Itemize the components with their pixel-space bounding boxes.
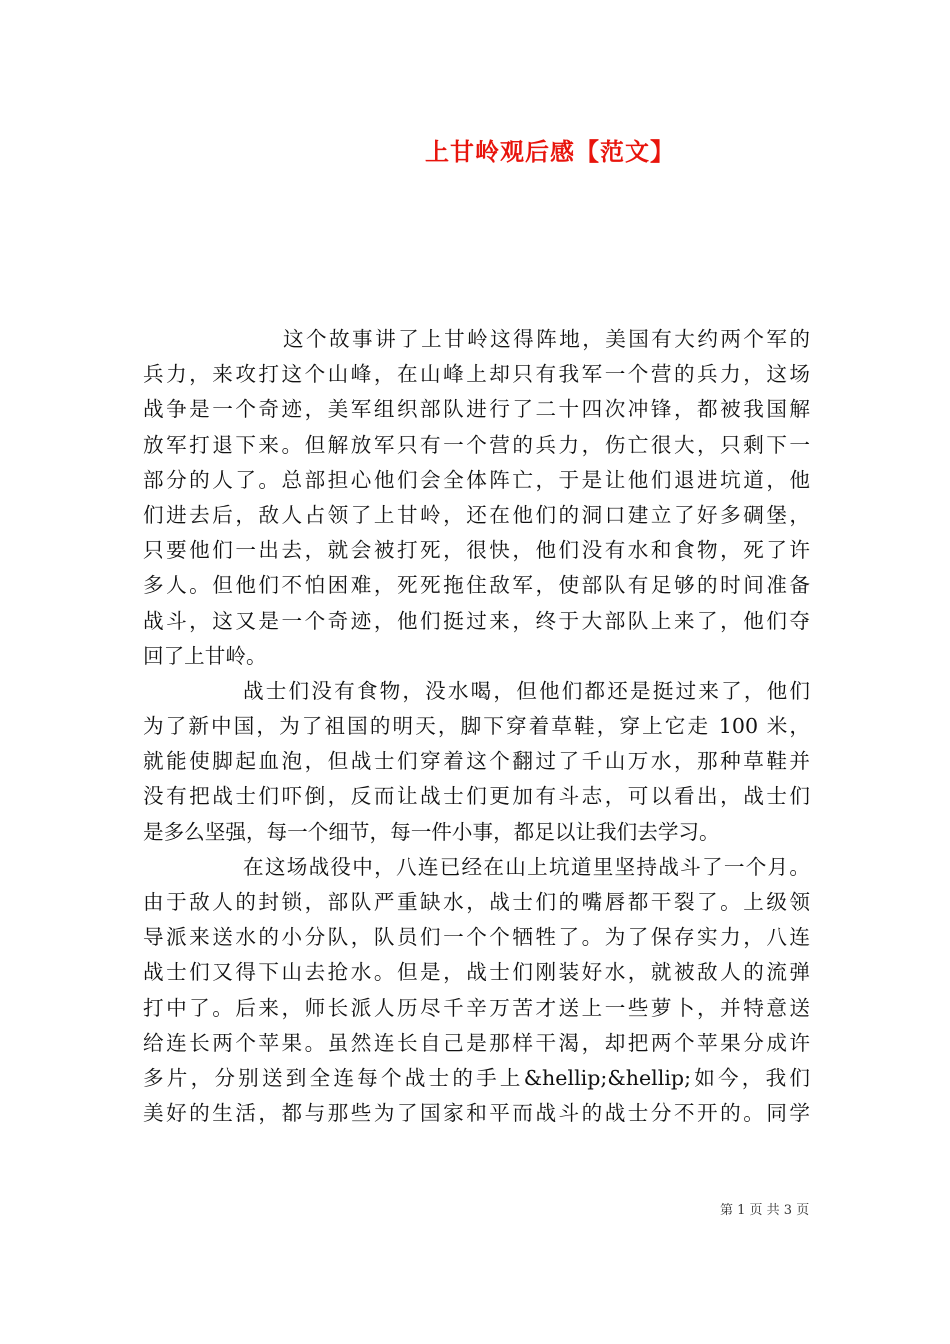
paragraph-1-line-5: 部分的人了。总部担心他们会全体阵亡，于是让他们退进坑道，他 [143, 467, 810, 492]
paragraph-2-line-3: 就能使脚起血泡，但战士们穿着这个翻过了千山万水，那种草鞋并 [143, 749, 810, 774]
paragraph-1-line-3: 战争是一个奇迹，美军组织部队进行了二十四次冲锋，都被我国解 [143, 397, 810, 422]
paragraph-2-line-4: 没有把战士们吓倒，反而让战士们更加有斗志，可以看出，战士们 [143, 784, 810, 809]
paragraph-3-line-6: 给连长两个苹果。虽然连长自己是那样干渴，却把两个苹果分成许 [143, 1030, 810, 1055]
paragraph-2-line-2: 为了新中国，为了祖国的明天，脚下穿着草鞋，穿上它走 100 米， [143, 714, 810, 739]
paragraph-3-line-4: 战士们又得下山去抢水。但是，战士们刚装好水，就被敌人的流弹 [143, 960, 810, 985]
paragraph-1-line-9: 战斗，这又是一个奇迹，他们挺过来，终于大部队上来了，他们夺 [143, 608, 810, 633]
paragraph-1-line-6: 们进去后，敌人占领了上甘岭，还在他们的洞口建立了好多碉堡， [143, 502, 810, 527]
paragraph-3-line-1: 在这场战役中，八连已经在山上坑道里坚持战斗了一个月。 [243, 854, 810, 879]
document-title: 上甘岭观后感【范文】 [425, 138, 675, 166]
paragraph-3-line-5: 打中了。后来，师长派人历尽千辛万苦才送上一些萝卜，并特意送 [143, 995, 810, 1020]
paragraph-1-line-2: 兵力，来攻打这个山峰，在山峰上却只有我军一个营的兵力，这场 [143, 362, 810, 387]
paragraph-3-line-3: 导派来送水的小分队，队员们一个个牺牲了。为了保存实力，八连 [143, 925, 810, 950]
paragraph-1-line-7: 只要他们一出去，就会被打死，很快，他们没有水和食物，死了许 [143, 538, 810, 563]
document-body [143, 322, 810, 1131]
paragraph-1-line-1: 这个故事讲了上甘岭这得阵地，美国有大约两个军的 [283, 327, 810, 351]
paragraph-3-line-7: 多片，分别送到全连每个战士的手上&hellip;&hellip;如今，我们 [143, 1065, 810, 1090]
paragraph-3-line-2: 由于敌人的封锁，部队严重缺水，战士们的嘴唇都干裂了。上级领 [143, 890, 810, 914]
paragraph-3-line-8: 美好的生活，都与那些为了国家和平而战斗的战士分不开的。同学 [143, 1101, 810, 1126]
paragraph-1-line-8: 多人。但他们不怕困难，死死拖住敌军，使部队有足够的时间准备 [143, 573, 810, 598]
paragraph-1-line-10: 回了上甘岭。 [143, 643, 267, 668]
paragraph-2-line-1: 战士们没有食物，没水喝，但他们都还是挺过来了，他们 [243, 678, 810, 703]
page-number-footer: 第 1 页 共 3 页 [720, 1203, 810, 1218]
paragraph-1-line-4: 放军打退下来。但解放军只有一个营的兵力，伤亡很大，只剩下一 [143, 432, 810, 457]
paragraph-2-line-5: 是多么坚强，每一个细节，每一件小事，都足以让我们去学习。 [143, 819, 720, 844]
